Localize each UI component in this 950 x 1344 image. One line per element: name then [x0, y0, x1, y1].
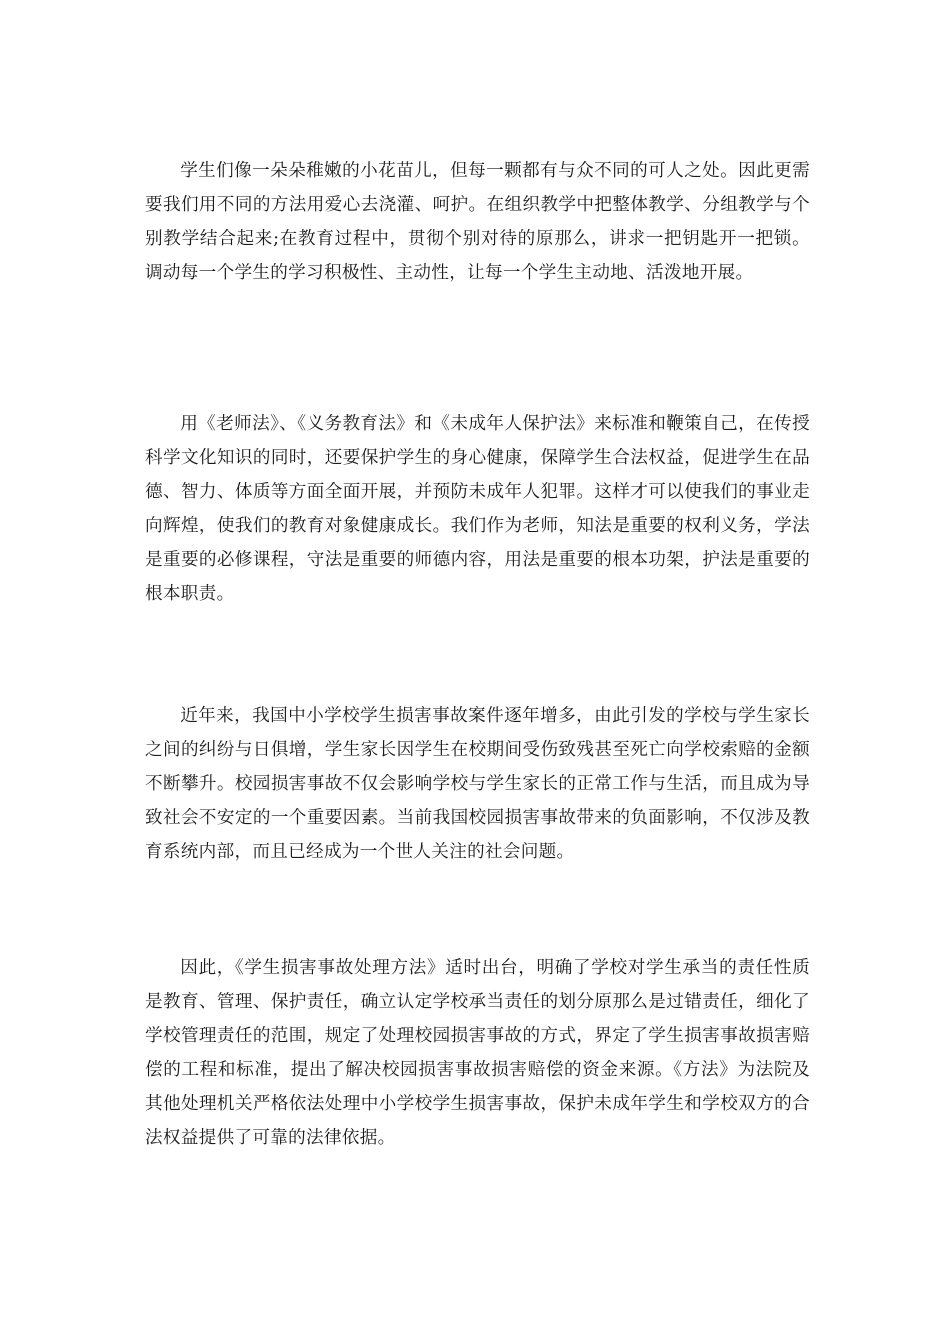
paragraph-school-accidents: 近年来，我国中小学校学生损害事故案件逐年增多，由此引发的学校与学生家长之间的纠纷与日俱增，学生家长因学生在校期间受伤致残甚至死亡向学校索赔的金额不断攀升。校园损害事故不仅会影响学校与学生家长的正常工作与生活，而且成为导致社会不安定的一个重要因素。当前我国校园损害事故带来的负面影响，不仅涉及教育系统内部，而且已经成为一个世人关注的社会问题。 [145, 706, 810, 862]
paragraph-student-care: 学生们像一朵朵稚嫩的小花苗儿，但每一颗都有与众不同的可人之处。因此更需要我们用不同的方法用爱心去浇灌、呵护。在组织教学中把整体教学、分组教学与个别教学结合起来;在教育过程中，贯彻个别对待的原那么，讲求一把钥匙开一把锁。调动每一个学生的学习积极性、主动性，让每一个学生主动地、活泼地开展。 [145, 161, 810, 283]
paragraph-teacher-law: 用《老师法》、《义务教育法》和《未成年人保护法》来标准和鞭策自己，在传授科学文化知识的同时，还要保护学生的身心健康，保障学生合法权益，促进学生在品德、智力、体质等方面全面开展，并预防未成年人犯罪。这样才可以使我们的事业走向辉煌，使我们的教育对象健康成长。我们作为老师，知法是重要的权利义务，学法是重要的必修课程，守法是重要的师德内容，用法是重要的根本功架，护法是重要的根本职责。 [145, 414, 810, 604]
paragraph-accident-regulations: 因此，《学生损害事故处理方法》适时出台，明确了学校对学生承当的责任性质是教育、管理、保护责任，确立认定学校承当责任的划分原那么是过错责任，细化了学校管理责任的范围，规定了处理校园损害事故的方式，界定了学生损害事故损害赔偿的工程和标准，提出了解决校园损害事故损害赔偿的资金来源。《方法》为法院及其他处理机关严格依法处理中小学校学生损害事故，保护未成年学生和学校双方的合法权益提供了可靠的法律依据。 [145, 958, 810, 1148]
